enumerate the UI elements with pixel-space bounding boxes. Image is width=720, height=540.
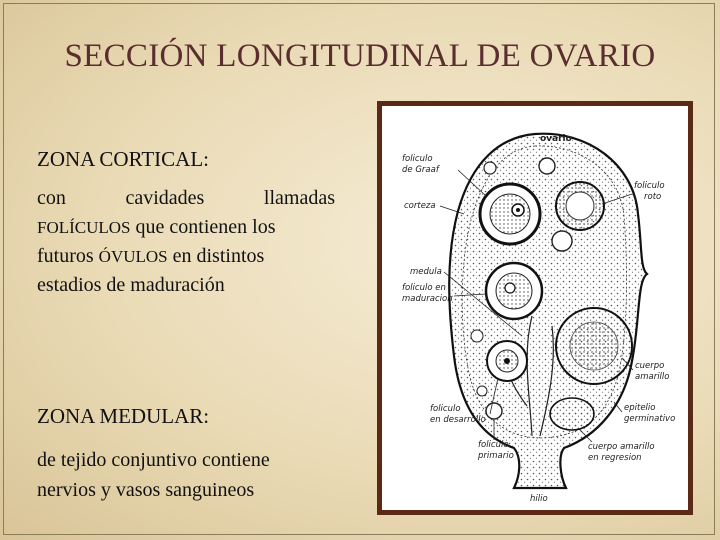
cortical-line-2-rest: que contienen los [130, 216, 276, 238]
label-regresion-1: cuerpo amarillo [588, 442, 655, 452]
medular-line-2: nervios y vasos sanguineos [37, 479, 255, 501]
label-regresion-2: en regresion [588, 453, 642, 463]
label-epitelio-2: germinativo [624, 414, 676, 424]
cortical-line-1 [37, 184, 335, 213]
cortical-line-4: estadios de maduración [37, 274, 225, 296]
label-maduracion-2: maduracion [402, 294, 453, 304]
label-cuerpo-amarillo-1: cuerpo [635, 361, 665, 371]
label-primario-2: primario [478, 451, 514, 461]
ovary-illustration [382, 106, 688, 510]
term-ovulos: ÓVULOS [98, 247, 168, 266]
label-epitelio-1: epitelio [624, 403, 656, 413]
label-desarrollo-2: en desarrollo [430, 415, 486, 425]
label-roto-1: foliculo [634, 181, 665, 191]
cortical-line-2 [37, 213, 335, 242]
cortical-line-3-start: futuros [37, 245, 99, 267]
ovary-diagram [377, 101, 693, 515]
label-desarrollo-1: foliculo [430, 404, 461, 414]
slide-title: SECCIÓN LONGITUDINAL DE OVARIO [64, 38, 656, 74]
label-primario-1: foliculo [478, 440, 509, 450]
cortical-word-2: cavidades [125, 187, 205, 209]
cortical-word-3: llamadas [263, 187, 335, 209]
label-medula: medula [410, 267, 442, 277]
medular-line-1: de tejido conjuntivo contiene [37, 449, 270, 471]
label-roto-2: roto [644, 192, 662, 202]
regressing-corpus-shape [550, 398, 594, 430]
label-graaf-2: de Graaf [402, 165, 439, 175]
medular-paragraph [37, 445, 335, 505]
cortical-line-3 [37, 242, 335, 271]
label-maduracion-1: foliculo en [402, 283, 446, 293]
cortical-word-1: con [37, 187, 66, 209]
label-corteza: corteza [404, 201, 436, 211]
term-foliculos: FOLÍCULOS [37, 218, 131, 237]
cortical-heading: ZONA CORTICAL: [37, 147, 209, 171]
label-graaf-1: foliculo [402, 154, 433, 164]
label-hilio: hilio [530, 494, 548, 504]
ovary-outline [449, 134, 647, 488]
cortical-paragraph [37, 184, 335, 300]
label-cuerpo-amarillo-2: amarillo [635, 372, 670, 382]
cortical-line-3-end: en distintos [167, 245, 265, 267]
label-ovario: ovario [540, 134, 572, 144]
medular-heading: ZONA MEDULAR: [37, 404, 210, 428]
